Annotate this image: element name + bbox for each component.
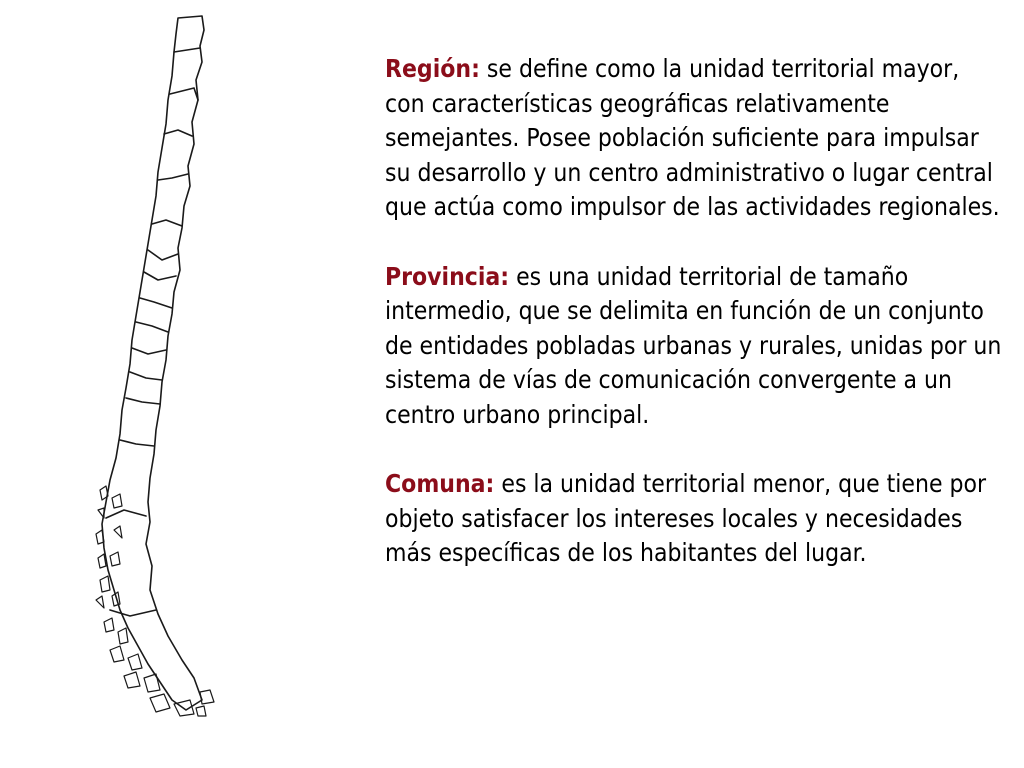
definitions-text [385, 52, 1005, 606]
term-comuna: Comuna: [385, 469, 495, 499]
region-boundary [140, 298, 172, 308]
chile-regions-map-icon [90, 10, 230, 720]
region-boundary [120, 440, 154, 446]
region-boundary [152, 220, 182, 226]
region-boundary [110, 610, 156, 616]
region-boundary [126, 398, 160, 404]
definition-provincia-text: es una unidad territorial de tamaño intermedio, que se delimita en función de un conjunto de entidades pobladas urbanas y rurales, unidas por un sistema de vías de comunicación convergente a un centro urbano principal. [385, 261, 1002, 429]
region-boundary [164, 130, 192, 136]
region-boundary [130, 372, 162, 380]
region-boundary [158, 174, 188, 180]
definition-comuna-text: es la unidad territorial menor, que tiene por objeto satisfacer los intereses locales y necesidades más específicas de los habitantes del lugar. [385, 469, 987, 568]
country-outline [102, 16, 204, 710]
region-boundary [132, 348, 166, 354]
definition-region [385, 52, 1005, 225]
region-boundary [106, 510, 146, 518]
region-boundary [170, 88, 198, 100]
term-provincia: Provincia: [385, 261, 510, 291]
region-boundary [148, 250, 178, 260]
definition-provincia [385, 260, 1005, 433]
region-boundary [144, 272, 176, 280]
definition-comuna [385, 467, 1005, 571]
region-boundary [174, 48, 200, 52]
southern-islands [96, 486, 214, 716]
term-region: Región: [385, 54, 480, 83]
region-boundary [136, 322, 168, 332]
definition-region-text: se define como la unidad territorial mayor, con características geográficas relativamente semejantes. Posee población suficiente para impulsar su desarrollo y un centro administrativo o lugar central que actúa como impulsor de las actividades regionales. [385, 54, 1000, 222]
